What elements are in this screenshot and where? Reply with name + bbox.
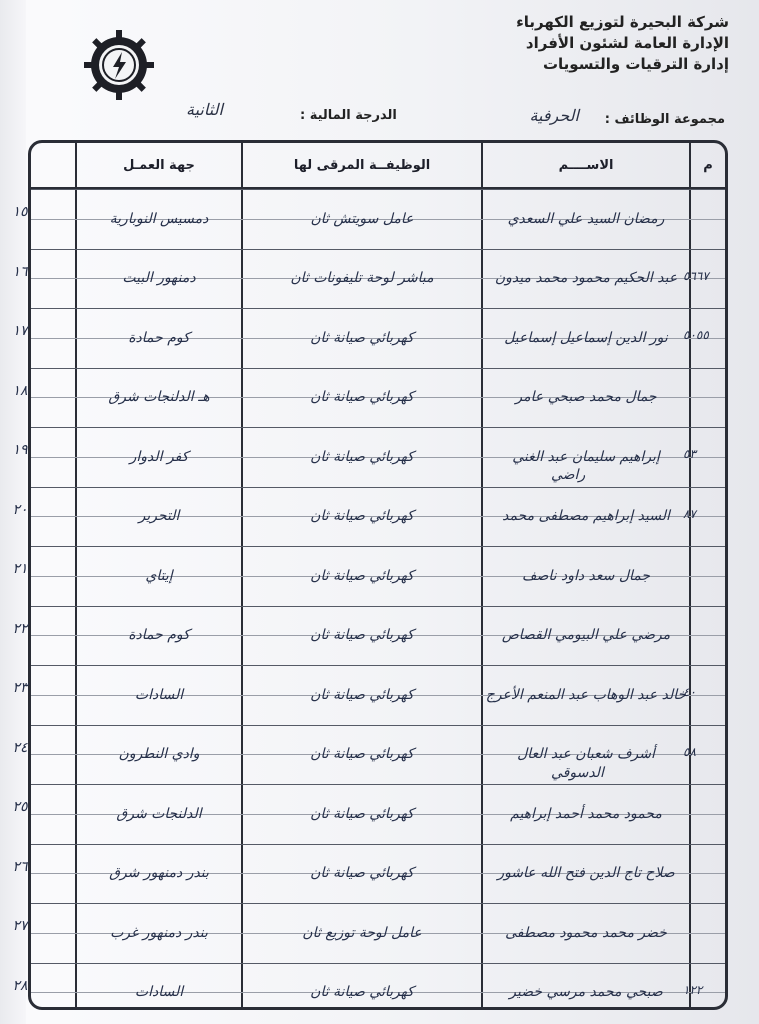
promoted-job: كهربائي صيانة ثان [310, 746, 414, 762]
row-serial-number: ٢٢ [12, 620, 28, 637]
row-index-code: ٤٠ [683, 685, 696, 699]
row-index-code: ٥٦٦٧ [683, 268, 709, 283]
promoted-job: كهربائي صيانة ثان [310, 686, 414, 703]
row-serial-number: ٢٥ [12, 799, 28, 815]
table-row [31, 606, 725, 665]
promoted-job: كهربائي صيانة ثان [310, 805, 414, 822]
table-row [31, 546, 725, 605]
financial-grade-value: الثانية [186, 100, 223, 119]
table-row [31, 784, 725, 843]
promoted-job: مباشر لوحة تليفونات ثان [290, 270, 434, 286]
header-job: الوظيفــة المرقى لها [293, 157, 431, 173]
table-row [31, 963, 725, 1011]
row-serial-number: ٢٧ [12, 918, 28, 934]
financial-grade-label: الدرجة المالية : [300, 108, 397, 123]
workplace: الدلنجات شرق [116, 805, 202, 822]
table-row [31, 665, 725, 724]
workplace: هـ الدلنجات شرق [108, 389, 210, 405]
header-workplace: جهة العمـل [123, 157, 195, 173]
employee-name: إبراهيم سليمان عبد الغني [512, 448, 660, 465]
row-serial-number: ١٦ [12, 263, 28, 280]
employee-name: جمال سعد داود ناصف [521, 567, 651, 584]
workplace: وادي النطرون [118, 746, 200, 762]
employee-name: خضر محمد محمود مصطفى [505, 924, 667, 941]
company-name: شركة البحيرة لتوزيع الكهرباء [516, 13, 729, 31]
workplace: التحرير [138, 508, 180, 524]
employee-name: رمضان السيد علي السعدي [507, 210, 665, 227]
table-row [31, 427, 725, 486]
promoted-job: كهربائي صيانة ثان [310, 508, 414, 524]
employee-name: مرضي علي البيومي القصاص [501, 627, 671, 643]
row-serial-number: ١٩ [12, 442, 28, 458]
department-name: الإدارة العامة لشئون الأفراد [525, 34, 729, 52]
company-gear-logo-icon [84, 30, 154, 100]
employee-name: صبحي محمد مرسي خضير [509, 984, 663, 1000]
employee-name: جمال محمد صبحي عامر [515, 389, 657, 405]
promoted-job: كهربائي صيانة ثان [310, 389, 414, 405]
table-row [31, 725, 725, 784]
row-serial-number: ٢٦ [12, 858, 28, 875]
employee-name: أشرف شعبان عبد العال [517, 746, 655, 762]
row-serial-number: ٢٠ [12, 501, 28, 518]
row-serial-number: ٢٨ [12, 977, 28, 994]
promoted-job: عامل لوحة توزيع ثان [302, 924, 422, 941]
row-serial-number: ٢٤ [12, 739, 28, 756]
promotions-table [28, 140, 728, 1010]
row-index-code: ٨٧ [683, 506, 696, 521]
table-header [31, 143, 725, 189]
header-index: م [703, 157, 713, 173]
table-row [31, 487, 725, 546]
table-row [31, 368, 725, 427]
workplace: كوم حمادة [128, 329, 190, 346]
workplace: إيتاي [145, 567, 173, 584]
promoted-job: كهربائي صيانة ثان [310, 329, 414, 346]
row-index-code: ٥٨ [683, 744, 696, 759]
job-group-label: مجموعة الوظائف : [604, 112, 725, 127]
workplace: دمسيس النوبارية [109, 210, 209, 227]
row-index-code: ٥٠٥٥ [683, 328, 709, 342]
promoted-job: كهربائي صيانة ثان [310, 984, 414, 1000]
table-row [31, 844, 725, 903]
row-serial-number: ٢١ [12, 561, 28, 577]
row-serial-number: ٢٣ [12, 680, 28, 696]
employee-name: صلاح تاج الدين فتح الله عاشور [497, 865, 675, 881]
promoted-job: كهربائي صيانة ثان [310, 865, 414, 881]
promoted-job: كهربائي صيانة ثان [310, 567, 414, 584]
company-header [479, 12, 729, 75]
employee-name-continuation: راضي [551, 467, 586, 483]
workplace: كفر الدوار [129, 448, 189, 465]
workplace: السادات [134, 984, 184, 1000]
workplace: السادات [134, 686, 184, 703]
workplace: كوم حمادة [128, 627, 190, 643]
row-index-code: ١٢٢ [683, 982, 703, 997]
promoted-job: عامل سويتش ثان [310, 210, 414, 227]
promoted-job: كهربائي صيانة ثان [310, 448, 414, 465]
workplace: بندر دمنهور شرق [109, 865, 209, 881]
table-row [31, 308, 725, 367]
job-group-value: الحرفية [529, 106, 579, 125]
division-name: إدارة الترقيات والتسويات [542, 55, 729, 73]
workplace: بندر دمنهور غرب [110, 924, 208, 941]
employee-name: محمود محمد أحمد إبراهيم [510, 805, 662, 822]
employee-name-continuation: الدسوقي [551, 764, 604, 781]
employee-name: السيد إبراهيم مصطفى محمد [502, 508, 670, 524]
row-serial-number: ١٧ [12, 323, 28, 339]
workplace: دمنهور البيت [122, 270, 196, 286]
row-index-code: ٥٣ [683, 447, 696, 461]
employee-name: عبد الحكيم محمود محمد ميدون [494, 270, 678, 286]
promoted-job: كهربائي صيانة ثان [310, 627, 414, 643]
row-serial-number: ١٨ [12, 382, 28, 399]
header-name: الاســــم [558, 157, 614, 173]
employee-name: خالد عبد الوهاب عبد المنعم الأعرج [486, 686, 686, 703]
employee-name: نور الدين إسماعيل إسماعيل [504, 329, 668, 346]
table-row [31, 903, 725, 962]
table-row [31, 189, 725, 248]
table-row [31, 249, 725, 308]
row-serial-number: ١٥ [12, 204, 28, 220]
